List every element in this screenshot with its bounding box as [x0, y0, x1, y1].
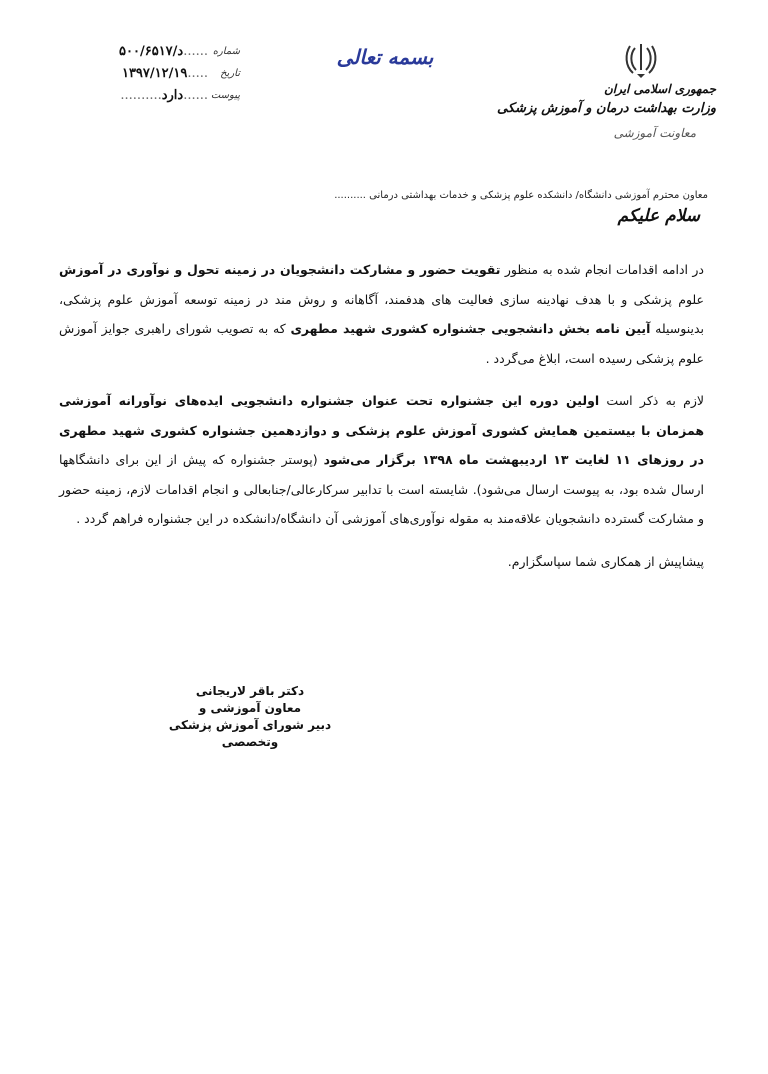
signatory-title-1: معاون آموزشی و — [198, 701, 302, 715]
ref-number-label: شماره — [212, 46, 240, 57]
letter-body — [59, 255, 704, 589]
basmala: بسمه تعالی — [336, 45, 434, 69]
salutation: سلام علیکم — [617, 206, 700, 226]
country-name: جمهوری اسلامی ایران — [603, 82, 716, 96]
ref-date-row — [100, 66, 240, 88]
signatory-title-2: دبیر شورای آموزش پزشکی وتخصصی — [168, 718, 332, 749]
emphasis-text: آیین نامه بخش دانشجویی جشنواره کشوری شهید مطهری — [290, 321, 651, 336]
ref-number-value: د/۵۰۰/۶۵۱۷...... — [119, 44, 208, 59]
closing-line: پیشاپیش از همکاری شما سپاسگزارم. — [507, 553, 704, 569]
ref-date-label: تاریخ — [220, 68, 240, 79]
ref-attachment-value: ..........دارد...... — [120, 88, 208, 103]
reference-block — [100, 44, 240, 110]
signatory-name: دکتر باقر لاریجانی — [195, 684, 305, 698]
ministry-name: وزارت بهداشت درمان و آموزش پزشکی — [497, 101, 716, 116]
addressee-line: معاون محترم آموزشی دانشگاه/ دانشکده علوم پزشکی و خدمات بهداشتی درمانی .......... — [334, 190, 708, 201]
ref-number-row — [100, 44, 240, 66]
paragraph-1: در ادامه اقدامات انجام شده به منظور تقویت حضور و مشارکت دانشجویان در زمینه تحول و نوآوری در آموزش علوم پزشکی و با هدف نهادینه سازی فعالیت های هدفمند، آگاهانه و روش مند در زمینه توسعه آموزش علوم پزشکی، بدینوسیله آیین نامه بخش دانشجویی جشنواره کشوری شهید مطهری که به تصویب شورای راهبری جوایز آموزش علوم پزشکی رسیده است، ابلاغ می‌گردد . — [59, 262, 705, 366]
emphasis-text: اولین دوره این جشنواره تحت عنوان جشنواره دانشجویی ایده‌های نوآورانه آموزشی همزمان با بیستمین همایش کشوری آموزش علوم پزشکی و دوازدهمین جشنواره کشوری شهید مطهری در روزهای ۱۱ لغایت ۱۳ اردیبهشت ماه ۱۳۹۸ برگزار می‌شود — [59, 393, 705, 467]
ref-date-value: ۱۳۹۷/۱۲/۱۹..... — [121, 66, 208, 81]
ministry-header — [486, 80, 716, 146]
signature-block — [160, 683, 340, 751]
paragraph-2: لازم به ذکر است اولین دوره این جشنواره تحت عنوان جشنواره دانشجویی ایده‌های نوآورانه آموزشی همزمان با بیستمین همایش کشوری آموزش علوم پزشکی و دوازدهمین جشنواره کشوری شهید مطهری در روزهای ۱۱ لغایت ۱۳ اردیبهشت ماه ۱۳۹۸ برگزار می‌شود (پوستر جشنواره که پیش از این برای دانشگاهها ارسال شده بود، به پیوست ارسال می‌شود). شایسته است با تدابیر سرکارعالی/جنابعالی و انجام اقدامات لازم، زمینه حضور و مشارکت گسترده دانشجویان علاقه‌مند به مقوله نوآوری‌های آموزشی آن دانشگاه/دانشکده در این جشنواره فراهم گردد . — [59, 393, 705, 526]
iran-emblem-icon — [624, 40, 658, 80]
emphasis-text: تقویت حضور و مشارکت دانشجویان در زمینه تحول و نوآوری در آموزش — [59, 262, 501, 277]
ref-attachment-label: پیوست — [210, 90, 240, 101]
department-name: معاونت آموزشی — [613, 126, 696, 140]
ref-attachment-row — [100, 88, 240, 110]
